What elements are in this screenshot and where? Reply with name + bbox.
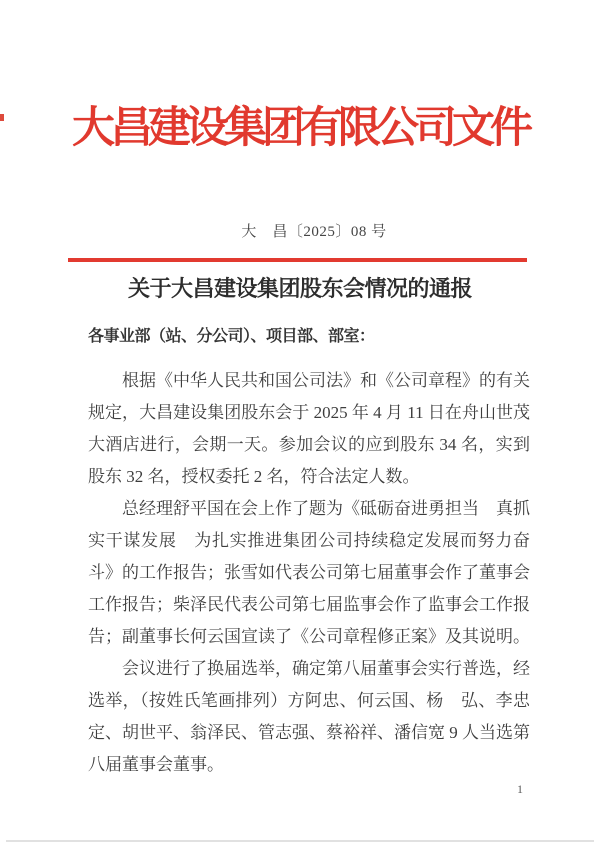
red-divider-line: [68, 258, 527, 262]
scan-edge-line: [6, 840, 594, 842]
document-body: [88, 365, 530, 781]
document-title: 关于大昌建设集团股东会情况的通报: [127, 276, 472, 301]
document-number: 大 昌〔2025〕08 号: [241, 224, 387, 240]
page-number: 1: [517, 782, 523, 796]
salutation: 各事业部（站、分公司）、项目部、部室：: [88, 328, 375, 345]
body-paragraph: 根据《中华人民共和国公司法》和《公司章程》的有关规定，大昌建设集团股东会于 2025 年 4 月 11 日在舟山世茂大酒店进行，会期一天。参加会议的应到股东 34 名，实到股东 32 名，授权委托 2 名，符合法定人数。: [88, 371, 530, 486]
body-paragraph: 会议进行了换届选举，确定第八届董事会实行普选，经选举，（按姓氏笔画排列）方阿忠、何云国、杨 弘、李忠定、胡世平、翁泽民、管志强、蔡裕祥、潘信宽 9 人当选第八届董事会董事。: [88, 659, 530, 774]
letterhead-title: 大昌建设集团有限公司文件: [72, 105, 528, 152]
body-paragraph: 总经理舒平国在会上作了题为《砥砺奋进勇担当 真抓实干谋发展 为扎实推进集团公司持续稳定发展而努力奋斗》的工作报告；张雪如代表公司第七届董事会作了董事会工作报告；柴泽民代表公司第七届监事会作了监事会工作报告；副董事长何云国宣读了《公司章程修正案》及其说明。: [88, 499, 530, 646]
